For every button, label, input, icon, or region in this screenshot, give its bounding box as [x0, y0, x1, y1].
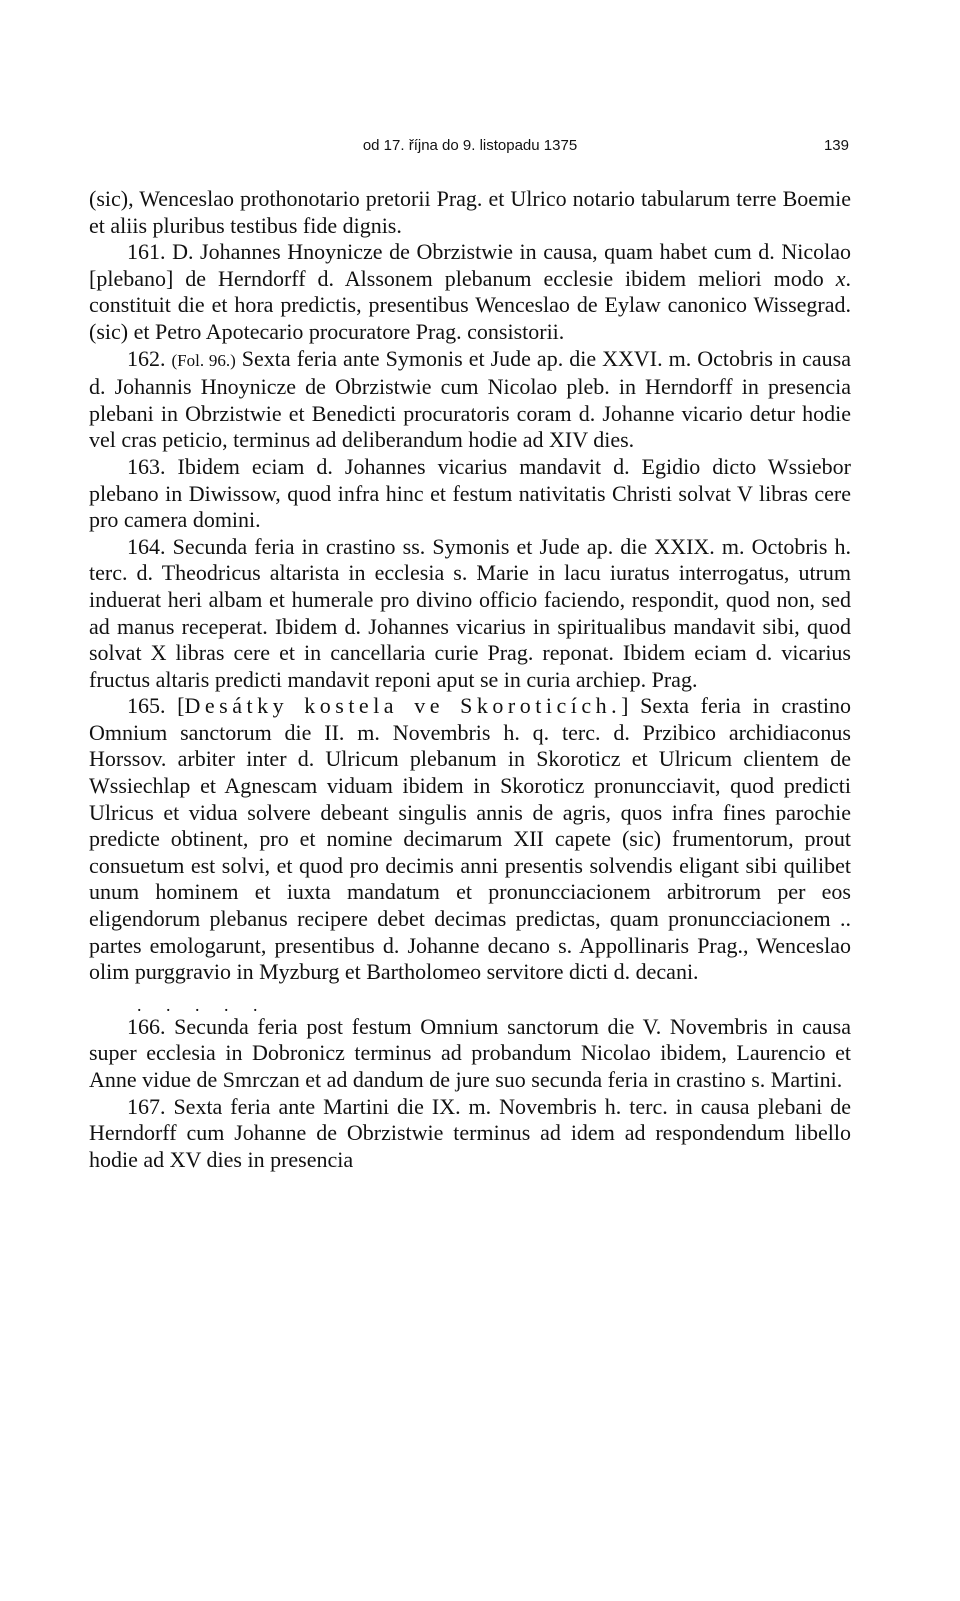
- entry-161-text-b: . constituit die et hora predictis, presentibus Wenceslao de Eylaw canonico Wissegrad. (sic) et Petro Apotecario procuratore Prag. consistorii.: [89, 265, 851, 344]
- entry-161-text-a: 161. D. Johannes Hnoynicze de Obrzistwie in causa, quam habet cum d. Nicolao [plebano] de Herndorff d. Alssonem plebanum ecclesie ibidem meliori modo: [89, 239, 851, 291]
- running-title: od 17. října do 9. listopadu 1375: [362, 137, 578, 154]
- body-text: [89, 186, 851, 1173]
- entry-162: [89, 346, 851, 454]
- entry-165-number: 165. [: [127, 693, 185, 719]
- entry-163: 163. Ibidem eciam d. Johannes vicarius mandavit d. Egidio dicto Wssiebor plebano in Diwissow, quod infra hinc et festum nativitatis Christi solvat V libras cere pro camera domini.: [89, 453, 851, 533]
- entry-165-heading: Desátky kostela ve Skoroticích.: [184, 693, 622, 719]
- page-number: 139: [823, 137, 849, 154]
- entry-161-variable: x: [835, 265, 846, 291]
- entry-167: 167. Sexta feria ante Martini die IX. m. Novembris h. terc. in causa plebani de Herndorff cum Johanne de Obrzistwie terminus ad idem ad respondendum libello hodie ad XV dies in presencia: [89, 1093, 851, 1172]
- entry-166: 166. Secunda feria post festum Omnium sanctorum die V. Novembris in causa super ecclesia in Dobronicz terminus ad probandum Nicolao ibidem, Laurencio et Anne vidue de Smrczan et ad dandum de jure suo secunda feria in crastino s. Martini.: [89, 1013, 851, 1092]
- running-head: [89, 137, 851, 159]
- entry-161: [89, 239, 851, 345]
- entry-162-number: 162.: [127, 345, 172, 371]
- entry-162-text: Sexta feria ante Symonis et Jude ap. die XXVI. m. Octobris in causa d. Johannis Hnoynicze de Obrzistwie cum Nicolao pleb. in Herndorff in presencia plebani in Obrzistwie et Benedicti procuratoris coram d. Johanne vicario detur hodie vel cras peticio, terminus ad deliberandum hodie ad XIV dies.: [89, 345, 851, 453]
- entry-165: [89, 693, 851, 986]
- omission-dots: . . . . .: [137, 994, 268, 1015]
- entry-165-text: ] Sexta feria in crastino Omnium sanctorum die II. m. Novembris h. q. terc. d. Przibico archidiaconus Horssov. arbiter inter d. Ulricum plebanum in Skoroticz et Ulricum clientem de Wssiechlap et Agnescam viduam ibidem in Skoroticz pronuncciavit, quod predicti Ulricus et vidua solvere debeant singulis annis de agris, quos infra fines parochie predicte obtinent, pro et nomine decimarum XII capete (sic) frumentorum, prout consuetum est solvi, et quod pro decimis anni presentis solvendis eligant sibi quilibet unum hominem et iuxta mandatum et pronuncciacionem arbitrorum per eos eligendorum plebanus recipere debet decimas predictas, quam pronuncciacionem .. partes emologarunt, presentibus d. Johanne decano s. Appollinaris Prag., Wenceslao olim purggravio in Myzburg et Bartholomeo servitore dicti d. decani.: [89, 693, 851, 985]
- paragraph-continuation: (sic), Wenceslao prothonotario pretorii Prag. et Ulrico notario tabularum terre Boemie et aliis pluribus testibus fide dignis.: [89, 186, 851, 238]
- document-page: [89, 0, 851, 1601]
- folio-reference: (Fol. 96.): [171, 350, 236, 370]
- entry-164: 164. Secunda feria in crastino ss. Symonis et Jude ap. die XXIX. m. Octobris h. terc. d. Theodricus altarista in ecclesia s. Marie in lacu iuratus interrogatus, utrum induerat heri albam et humerale pro divino officio faciendo, respondit, quod non, sed ad manus receperat. Ibidem d. Johannes vicarius in spiritualibus mandavit sibi, quod solvat X libras cere et in cancellaria curie Prag. reponat. Ibidem eciam d. vicarius fructus altaris predicti mandavit reponi aput se in curia archiep. Prag.: [89, 533, 851, 692]
